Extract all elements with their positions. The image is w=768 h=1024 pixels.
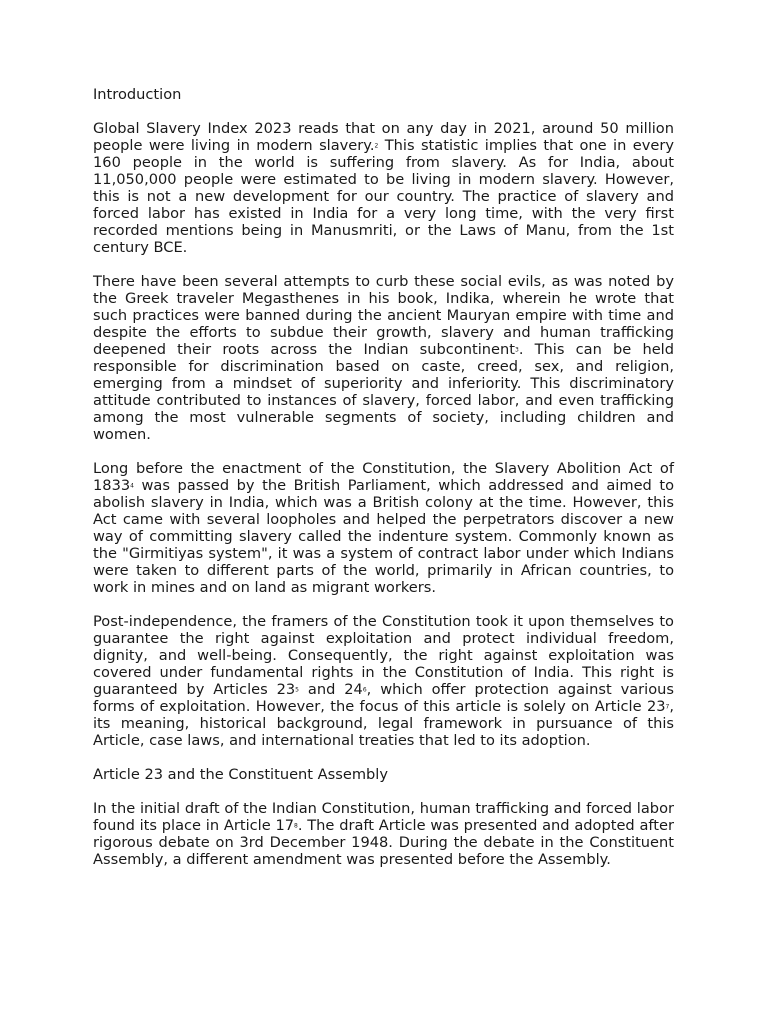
- paragraph-text: In the initial draft of the Indian Constitution, human trafficking and forced labor found its place in Article 17: [93, 800, 674, 834]
- paragraph-post-independence: [93, 613, 674, 749]
- paragraph-text: , its meaning, historical background, legal framework in pursuance of this Article, case laws, and international treaties that led to its adoption.: [93, 698, 674, 749]
- footnote-marker-5: 5: [295, 686, 299, 694]
- heading-article-23: Article 23 and the Constituent Assembly: [93, 766, 388, 783]
- paragraph-text: Post-independence, the framers of the Constitution took it upon themselves to guarantee the right against exploitation and protect individual freedom, dignity, and well-being. Consequently, the right against exploitation was covered under fundamental rights in the Constitution of India. This right is guaranteed by Articles 23: [93, 613, 674, 698]
- paragraph-text: This statistic implies that one in every 160 people in the world is suffering from slavery. As for India, about 11,050,000 people were estimated to be living in modern slavery. However, this is not a new development for our country. The practice of slavery and forced labor has existed in India for a very long time, with the very first recorded mentions being in Manusmriti, or the Laws of Manu, from the 1st century BCE.: [93, 137, 674, 256]
- heading-introduction: Introduction: [93, 86, 182, 103]
- paragraph-text: There have been several attempts to curb these social evils, as was noted by the Greek traveler Megasthenes in his book, Indika, wherein he wrote that such practices were banned during the ancient Mauryan empire with time and despite the efforts to subdue their growth, slavery and human trafficking deepened their roots across the Indian subcontinent: [93, 273, 674, 358]
- paragraph-megasthenes: [93, 273, 674, 443]
- footnote-marker-3: 3: [514, 346, 519, 354]
- footnote-marker-4: 4: [130, 482, 134, 490]
- paragraph-text: and 24: [299, 681, 363, 698]
- paragraph-text: was passed by the British Parliament, which addressed and aimed to abolish slavery in India, which was a British colony at the time. However, this Act came with several loopholes and helped the perpetrators discover a new way of committing slavery called the indenture system. Commonly known as the "Girmitiyas system", it was a system of contract labor under which Indians were taken to different parts of the world, primarily in African countries, to work in mines and on land as migrant workers.: [93, 477, 674, 596]
- paragraph-text: Global Slavery Index 2023 reads that on any day in 2021, around 50 million people were living in modern slavery.: [93, 120, 674, 154]
- footnote-marker-6: 6: [362, 686, 367, 694]
- document-page: [93, 86, 674, 885]
- footnote-marker-8: 8: [294, 822, 298, 830]
- paragraph-slavery-abolition-act: [93, 460, 674, 596]
- paragraph-text: . The draft Article was presented and adopted after rigorous debate on 3rd December 1948. During the debate in the Constituent Assembly, a different amendment was presented before the Assembly.: [93, 817, 674, 868]
- footnote-marker-2: 2: [374, 142, 379, 150]
- paragraph-initial-draft: [93, 800, 674, 868]
- paragraph-text: , which offer protection against various forms of exploitation. However, the focus of this article is solely on Article 23: [93, 681, 674, 715]
- paragraph-global-slavery-index: [93, 120, 674, 256]
- paragraph-text: . This can be held responsible for discrimination based on caste, creed, sex, and religion, emerging from a mindset of superiority and inferiority. This discriminatory attitude contributed to instances of slavery, forced labor, and even trafficking among the most vulnerable segments of society, including children and women.: [93, 341, 674, 443]
- footnote-marker-7: 7: [665, 703, 670, 711]
- paragraph-text: Long before the enactment of the Constitution, the Slavery Abolition Act of 1833: [93, 460, 674, 494]
